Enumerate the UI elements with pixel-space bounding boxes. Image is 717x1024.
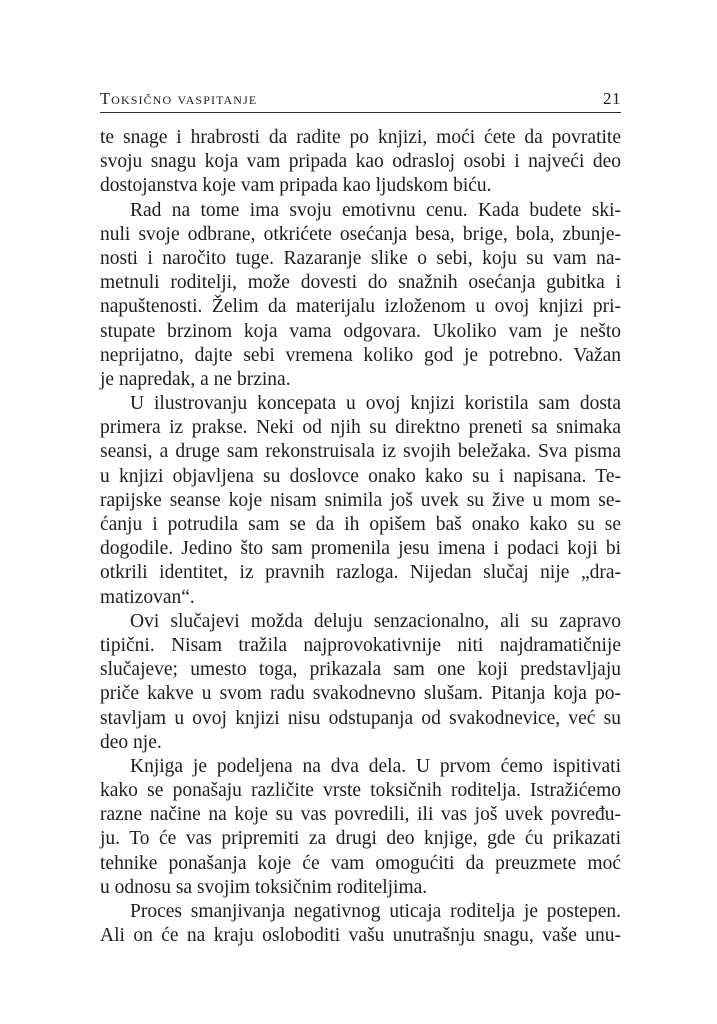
paragraph bbox=[100, 610, 621, 755]
text-line: svoju snagu koja vam pripada kao odrasloj osobi i najveći deo bbox=[100, 151, 621, 173]
text-line: slučajeve; umesto toga, prikazala sam one koji predstavljaju bbox=[100, 659, 621, 681]
text-line: seansi, a druge sam rekonstruisala iz svojih beležaka. Sva pisma bbox=[100, 441, 621, 463]
text-line: metnuli roditelji, može dovesti do snažnih osećanja gubitka i bbox=[100, 272, 621, 294]
running-header bbox=[100, 91, 621, 113]
text-line: primera iz prakse. Neki od njih su direktno preneti sa snimaka bbox=[100, 417, 621, 439]
text-line: Knjiga je podeljena na dva dela. U prvom ćemo ispitivati bbox=[130, 755, 621, 777]
text-line: Proces smanjivanja negativnog uticaja roditelja je postepen. bbox=[130, 901, 621, 922]
text-line: matizovan“. bbox=[100, 586, 195, 608]
paragraph bbox=[100, 392, 621, 610]
text-line: otkrili identitet, iz pravnih razloga. Nijedan slučaj nije „dra- bbox=[100, 562, 621, 584]
text-line: ćanju i potrudila sam se da ih opišem baš onako kako su se bbox=[100, 514, 621, 535]
text-line: U ilustrovanju koncepata u ovoj knjizi koristila sam dosta bbox=[130, 393, 621, 415]
text-line: Ovi slučajevi možda deluju senzacionalno, ali su zapravo bbox=[130, 610, 621, 632]
page-content bbox=[100, 91, 621, 948]
text-line: u knjizi objavljena su doslovce onako kako su i napisana. Te- bbox=[100, 465, 621, 487]
text-line: te snage i hrabrosti da radite po knjizi, moći ćete da povratite bbox=[100, 127, 621, 148]
paragraph bbox=[100, 199, 621, 393]
running-header-title: Toksično vaspitanje bbox=[100, 89, 258, 108]
page-number: 21 bbox=[603, 89, 621, 108]
text-line: priče kakve u svom radu svakodnevno slušam. Pitanja koja po- bbox=[100, 683, 621, 705]
text-line: u odnosu sa svojim toksičnim roditeljima. bbox=[100, 876, 428, 898]
text-line: je napredak, a ne brzina. bbox=[100, 368, 291, 390]
paragraph bbox=[100, 755, 621, 900]
text-line: dogodile. Jedino što sam promenila jesu imena i podaci koji bi bbox=[100, 538, 621, 560]
text-line: deo nje. bbox=[100, 731, 162, 753]
text-line: tipični. Nisam tražila najprovokativnije niti najdramatičnije bbox=[100, 634, 621, 656]
text-line: Ali on će na kraju osloboditi vašu unutrašnju snagu, vaše unu- bbox=[100, 925, 621, 947]
text-line: Rad na tome ima svoju emotivnu cenu. Kada budete ski- bbox=[130, 199, 621, 221]
text-line: stupate brzinom koja vama odgovara. Ukoliko vam je nešto bbox=[100, 320, 621, 342]
text-line: napuštenosti. Želim da materijalu izloženom u ovoj knjizi pri- bbox=[100, 296, 621, 318]
text-line: nosti i naročito tuge. Razaranje slike o sebi, koju su vam na- bbox=[100, 247, 621, 269]
text-line: rapijske seanse koje nisam snimila još uvek su žive u mom se- bbox=[100, 489, 621, 511]
text-line: tehnike ponašanja koje će vam omogućiti da preuzmete moć bbox=[100, 852, 621, 874]
text-line: razne načine na koje su vas povredili, ili vas još uvek povređu- bbox=[100, 804, 621, 826]
paragraph bbox=[100, 900, 621, 948]
text-line: nuli svoje odbrane, otkrićete osećanja besa, brige, bola, zbunje- bbox=[100, 223, 621, 245]
text-line: ju. To će vas pripremiti za drugi deo knjige, gde ću prikazati bbox=[100, 828, 621, 850]
paragraph bbox=[100, 126, 621, 199]
text-line: kako se ponašaju različite vrste toksičnih roditelja. Istražićemo bbox=[100, 780, 621, 802]
text-line: neprijatno, dajte sebi vremena koliko god je potrebno. Važan bbox=[100, 344, 621, 366]
text-line: stavljam u ovoj knjizi nisu odstupanja od svakodnevice, već su bbox=[100, 707, 621, 729]
body-text bbox=[100, 126, 621, 948]
text-line: dostojanstva koje vam pripada kao ljudskom biću. bbox=[100, 175, 492, 197]
